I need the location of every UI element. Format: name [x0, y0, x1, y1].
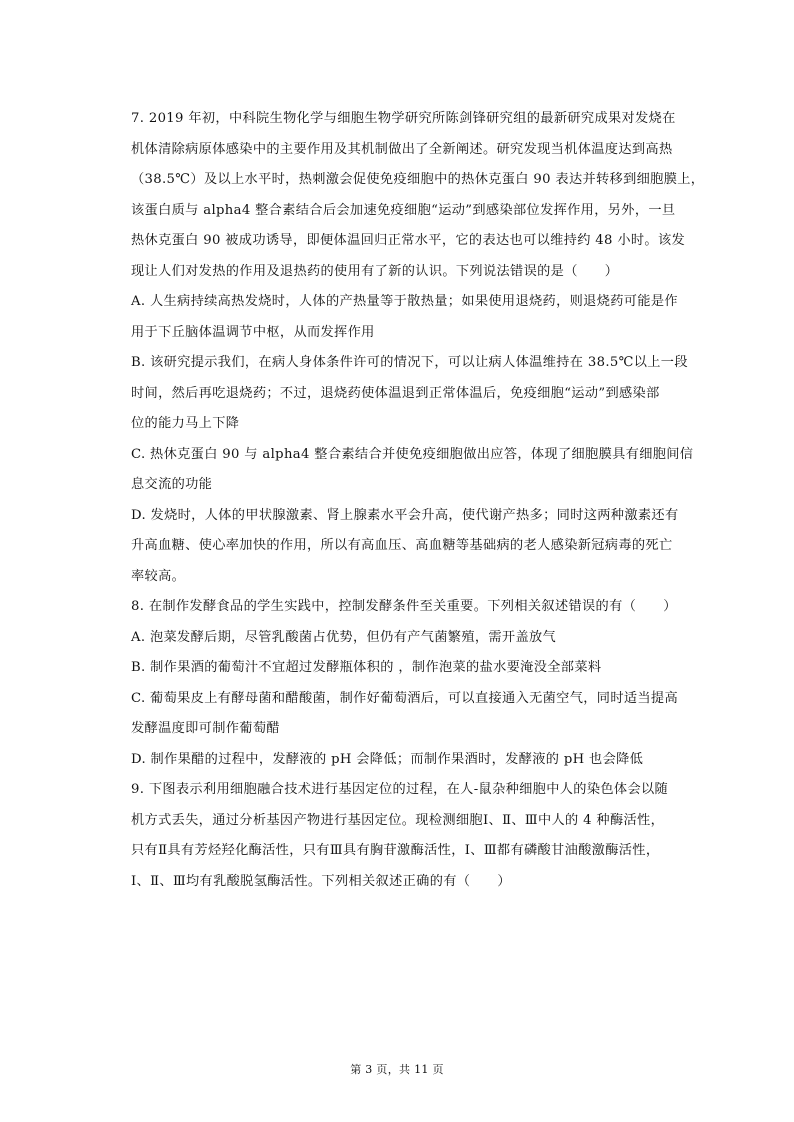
question-stem-line: 机方式丢失，通过分析基因产物进行基因定位。现检测细胞Ⅰ、Ⅱ、Ⅲ中人的 4 种酶活性， — [131, 812, 665, 828]
question-stem-line: 只有Ⅱ具有芳烃羟化酶活性，只有Ⅲ具有胸苷激酶活性，Ⅰ、Ⅲ都有磷酸甘油酸激酶活性， — [131, 843, 660, 858]
option-d — [131, 745, 669, 776]
option-line: 率较高。 — [131, 568, 186, 584]
option-line: 时间，然后再吃退烧药；不过，退烧药使体温退到正常体温后，免疫细胞“运动”到感染部 — [131, 385, 660, 401]
option-line: D. 制作果醋的过程中，发酵液的 pH 会降低；而制作果酒时，发酵液的 pH 也会降低 — [131, 751, 644, 767]
option-line: D. 发烧时，人体的甲状腺激素、肾上腺素水平会升高，使代谢产热多；同时这两种激素还有 — [131, 507, 679, 523]
question-stem-line: 该蛋白质与 alpha4 整合素结合后会加速免疫细胞“运动”到感染部位发挥作用，另外，一旦 — [131, 202, 676, 218]
question-stem-line: （38.5℃）及以上水平时，热刺激会促使免疫细胞中的热休克蛋白 90 表达并转移到细胞膜上， — [131, 172, 705, 187]
question-stem-line: Ⅰ、Ⅱ、Ⅲ均有乳酸脱氢酶活性。下列相关叙述正确的有（ ） — [131, 873, 511, 889]
option-a — [131, 287, 678, 348]
option-c — [131, 440, 694, 501]
option-line: C. 葡萄果皮上有酵母菌和醋酸菌，制作好葡萄酒后，可以直接通入无菌空气，同时适当提高 — [131, 690, 679, 706]
question-stem-line: 7. 2019 年初，中科院生物化学与细胞生物学研究所陈剑锋研究组的最新研究成果对发烧在 — [131, 111, 676, 126]
question-stem-line: 8. 在制作发酵食品的学生实践中，控制发酵条件至关重要。下列相关叙述错误的有（ ） — [131, 599, 677, 614]
option-line: 位的能力马上下降 — [131, 416, 240, 431]
option-line: B. 制作果酒的葡萄汁不宜超过发酵瓶体积的 ，制作泡菜的盐水要淹没全部菜料 — [131, 660, 602, 675]
question-8 — [131, 592, 679, 775]
page-number-footer: 第 3 页，共 11 页 — [350, 1063, 444, 1076]
question-stem-line: 9. 下图表示利用细胞融合技术进行基因定位的过程，在人-鼠杂种细胞中人的染色体会以随 — [131, 782, 669, 797]
page-content — [131, 104, 705, 897]
option-line: 发酵温度即可制作葡萄醋 — [131, 721, 280, 736]
option-line: A. 泡菜发酵后期，尽管乳酸菌占优势，但仍有产气菌繁殖，需开盖放气 — [131, 629, 557, 645]
option-b — [131, 348, 688, 440]
question-stem-line: 热休克蛋白 90 被成功诱导，即便体温回归正常水平，它的表达也可以维持约 48 小时。该发 — [131, 233, 686, 248]
question-7 — [131, 104, 705, 592]
option-line: 息交流的功能 — [131, 477, 213, 492]
option-c — [131, 684, 679, 745]
option-b — [131, 653, 669, 684]
option-line: A. 人生病持续高热发烧时，人体的产热量等于散热量；如果使用退烧药，则退烧药可能是作 — [131, 294, 678, 309]
option-line: B. 该研究提示我们，在病人身体条件许可的情况下，可以让病人体温维持在 38.5℃以上一段 — [131, 355, 688, 370]
option-d — [131, 501, 679, 593]
option-line: 升高血糖、使心率加快的作用，所以有高血压、高血糖等基础病的老人感染新冠病毒的死亡 — [131, 538, 673, 553]
question-stem-line: 现让人们对发热的作用及退热药的使用有了新的认识。下列说法错误的是（ ） — [131, 263, 619, 279]
option-line: C. 热休克蛋白 90 与 alpha4 整合素结合并使免疫细胞做出应答，体现了细胞膜具有细胞间信 — [131, 446, 694, 462]
question-9 — [131, 775, 669, 897]
option-a — [131, 623, 669, 654]
question-stem-line: 机体清除病原体感染中的主要作用及其机制做出了全新阐述。研究发现当机体温度达到高热 — [131, 141, 673, 157]
option-line: 用于下丘脑体温调节中枢，从而发挥作用 — [131, 324, 375, 340]
